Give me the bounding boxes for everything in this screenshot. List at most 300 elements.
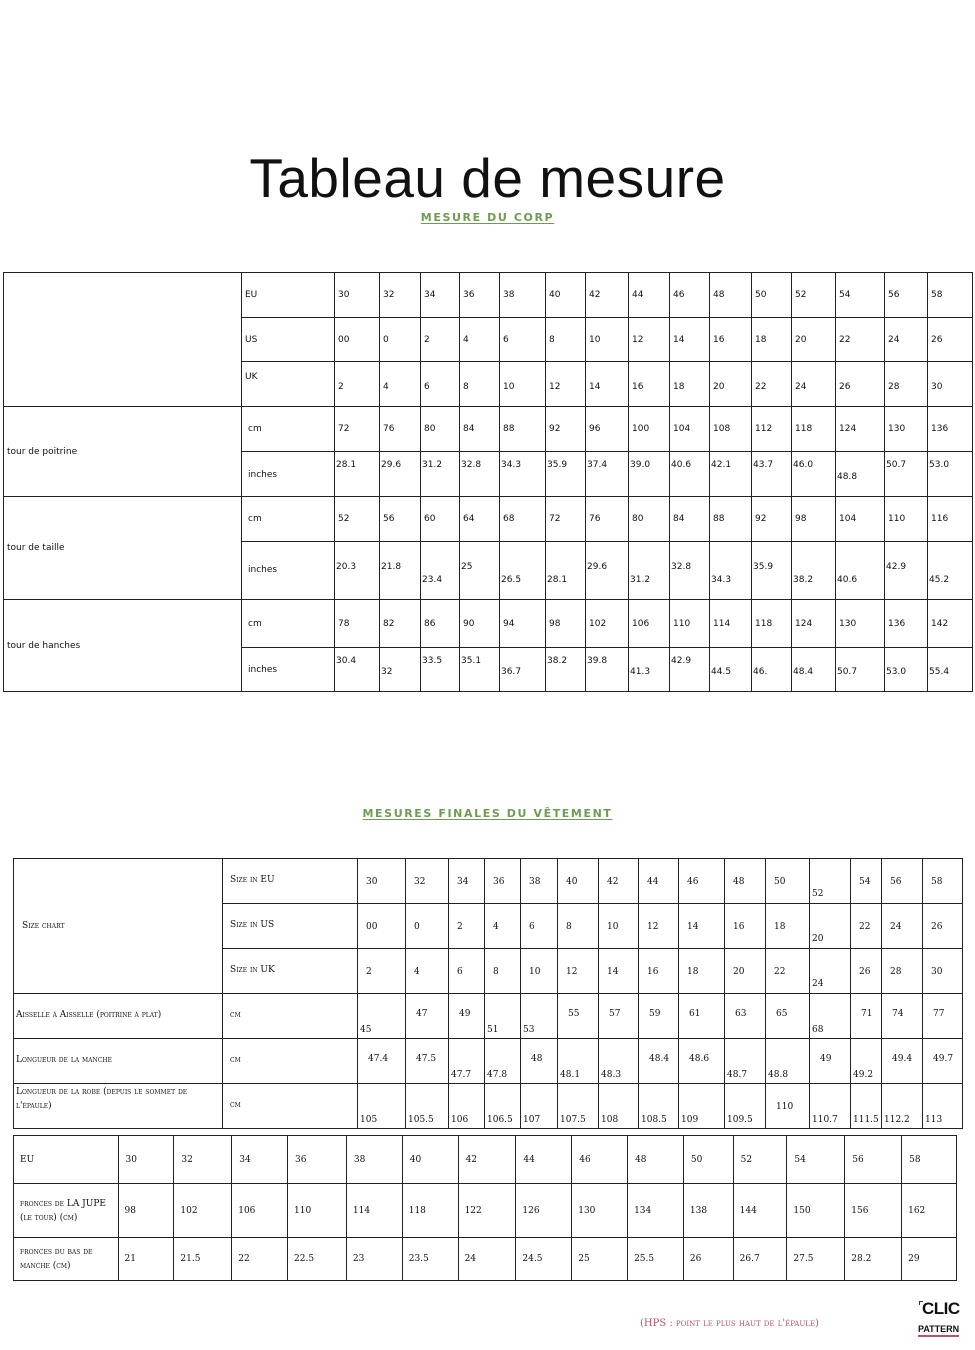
measure-value-cell: 110 [885,497,928,542]
measure-value-cell: 50.7 [885,452,928,497]
gathers-header-cell: 38 [346,1136,402,1184]
garment-value-cell: 48.4 [639,1039,679,1084]
garment-value-cell: 48.1 [558,1039,599,1084]
garment-size-cell: 38 [521,859,558,904]
measure-value-cell: 32.8 [670,542,710,600]
measure-value-cell: 26.5 [500,542,546,600]
size-uk-cell: 28 [885,362,928,407]
size-uk-cell: 16 [629,362,670,407]
gathers-value-cell: 25.5 [628,1238,684,1281]
size-eu-cell: 44 [629,273,670,318]
garment-measurement-table [13,858,963,1129]
garment-value-cell: 71 [851,994,882,1039]
garment-size-cell: 22 [766,949,810,994]
size-eu-cell: 40 [546,273,586,318]
garment-value-cell: 74 [882,994,923,1039]
garment-unit-label: cm [223,1039,358,1084]
unit-label-inches: inches [242,648,335,692]
measure-value-cell: 84 [460,407,500,452]
garment-value-cell: 51 [485,994,521,1039]
size-eu-cell: 48 [710,273,752,318]
garment-measure-row [14,1084,963,1129]
garment-size-cell: 14 [599,949,639,994]
garment-value-cell: 111.5 [851,1084,882,1129]
size-row-eu [4,273,973,318]
garment-value-cell: 49 [810,1039,851,1084]
garment-size-cell: 24 [810,949,851,994]
gathers-value-cell: 118 [402,1184,458,1238]
size-us-cell: 0 [380,318,421,362]
measure-value-cell: 34.3 [500,452,546,497]
unit-label-cm: cm [242,497,335,542]
gathers-value-cell: 22.5 [288,1238,347,1281]
garment-value-cell: 112.2 [882,1084,923,1129]
measure-value-cell: 100 [629,407,670,452]
garment-value-cell: 105.5 [406,1084,449,1129]
garment-size-cell: 14 [679,904,725,949]
gathers-row-label: fronces de LA JUPE (le tour) (cm) [14,1184,119,1238]
garment-size-cell: 16 [639,949,679,994]
garment-section-heading: MESURES FINALES DU VÊTEMENT [362,807,613,820]
garment-value-cell: 59 [639,994,679,1039]
measure-value-cell: 124 [792,600,836,648]
garment-value-cell: 47.7 [449,1039,485,1084]
gathers-value-cell: 24.5 [516,1238,572,1281]
clic-pattern-logo [918,1300,966,1334]
garment-measure-name: Aisselle à Aisselle (poitrine à plat) [14,994,223,1039]
measure-value-cell: 104 [836,497,885,542]
size-us-cell: 24 [885,318,928,362]
size-us-cell: 26 [928,318,973,362]
measure-value-cell: 92 [546,407,586,452]
size-us-cell: 8 [546,318,586,362]
measure-value-cell: 55.4 [928,648,973,692]
page-title: Tableau de mesure [249,147,726,209]
gathers-table [13,1135,957,1281]
garment-size-row-eu [14,859,963,904]
logo-mark-icon [919,1301,923,1305]
size-uk-cell: 6 [421,362,460,407]
measure-value-cell: 136 [885,600,928,648]
size-us-cell: 10 [586,318,629,362]
gathers-value-cell: 21 [118,1238,174,1281]
unit-label-cm: cm [242,600,335,648]
measure-value-cell: 98 [792,497,836,542]
measure-value-cell: 33.5 [421,648,460,692]
garment-value-cell: 77 [923,994,963,1039]
measure-value-cell: 32 [380,648,421,692]
measure-value-cell: 80 [421,407,460,452]
size-uk-cell: 14 [586,362,629,407]
size-us-cell: 18 [752,318,792,362]
measure-value-cell: 136 [928,407,973,452]
garment-value-cell: 108.5 [639,1084,679,1129]
size-uk-cell: 8 [460,362,500,407]
measure-value-cell: 68 [500,497,546,542]
size-eu-cell: 38 [500,273,546,318]
measure-value-cell: 86 [421,600,460,648]
size-eu-cell: 42 [586,273,629,318]
measure-value-cell: 90 [460,600,500,648]
garment-size-cell: 16 [725,904,766,949]
gathers-value-cell: 114 [346,1184,402,1238]
gathers-value-cell: 23.5 [402,1238,458,1281]
garment-size-cell: 30 [358,859,406,904]
garment-value-cell: 48.3 [599,1039,639,1084]
size-eu-cell: 54 [836,273,885,318]
measure-name: tour de poitrine [4,407,242,497]
size-uk-cell: 30 [928,362,973,407]
garment-value-cell: 49.2 [851,1039,882,1084]
gathers-value-cell: 144 [733,1184,787,1238]
size-eu-cell: 30 [335,273,380,318]
gathers-header-row [14,1136,957,1184]
measure-value-cell: 28.1 [335,452,380,497]
garment-size-cell: 26 [851,949,882,994]
size-eu-cell: 52 [792,273,836,318]
measure-value-cell: 42.1 [710,452,752,497]
garment-size-cell: 46 [679,859,725,904]
gathers-value-cell: 25 [572,1238,628,1281]
garment-size-cell: 22 [851,904,882,949]
measure-value-cell: 45.2 [928,542,973,600]
gathers-header-cell: 44 [516,1136,572,1184]
measure-value-cell: 29.6 [586,542,629,600]
measure-value-cell: 116 [928,497,973,542]
measure-value-cell: 39.8 [586,648,629,692]
size-chart-label: Size chart [14,859,223,994]
unit-label-inches: inches [242,542,335,600]
measure-value-cell: 118 [752,600,792,648]
garment-size-cell: 30 [923,949,963,994]
measure-value-cell: 60 [421,497,460,542]
garment-size-cell: 58 [923,859,963,904]
gathers-value-cell: 21.5 [174,1238,232,1281]
garment-value-cell: 47.8 [485,1039,521,1084]
gathers-value-cell: 122 [458,1184,516,1238]
measure-value-cell: 88 [710,497,752,542]
gathers-value-cell: 24 [458,1238,516,1281]
measure-value-cell: 114 [710,600,752,648]
gathers-value-cell: 126 [516,1184,572,1238]
measure-value-cell: 43.7 [752,452,792,497]
garment-value-cell: 109.5 [725,1084,766,1129]
garment-value-cell: 63 [725,994,766,1039]
measure-value-cell: 50.7 [836,648,885,692]
gathers-value-cell: 150 [787,1184,845,1238]
garment-size-cell: 36 [485,859,521,904]
size-eu-cell: 46 [670,273,710,318]
garment-value-cell: 48.8 [766,1039,810,1084]
garment-size-cell: 10 [599,904,639,949]
garment-size-cell: 26 [923,904,963,949]
garment-value-cell: 108 [599,1084,639,1129]
gathers-value-cell: 156 [845,1184,902,1238]
logo-line2: PATTERN [918,1324,959,1337]
measure-value-cell: 84 [670,497,710,542]
garment-value-cell: 48 [521,1039,558,1084]
garment-value-cell: 45 [358,994,406,1039]
gathers-value-cell: 28.2 [845,1238,902,1281]
garment-value-cell: 49.7 [923,1039,963,1084]
garment-measure-name: Longueur de la manche [14,1039,223,1084]
size-eu-cell: 36 [460,273,500,318]
size-uk-cell: 24 [792,362,836,407]
garment-size-label-eu: Size in EU [223,859,358,904]
size-us-cell: 6 [500,318,546,362]
measure-value-cell: 34.3 [710,542,752,600]
measure-value-cell: 21.8 [380,542,421,600]
size-us-cell: 20 [792,318,836,362]
measure-value-cell: 42.9 [885,542,928,600]
measure-value-cell: 46.0 [792,452,836,497]
measure-value-cell: 78 [335,600,380,648]
garment-size-cell: 34 [449,859,485,904]
size-eu-cell: 32 [380,273,421,318]
garment-value-cell: 47 [406,994,449,1039]
garment-size-cell: 00 [358,904,406,949]
gathers-value-cell: 130 [572,1184,628,1238]
gathers-value-cell: 98 [118,1184,174,1238]
gathers-row-label: fronces du bas de manche (cm) [14,1238,119,1281]
measure-value-cell: 108 [710,407,752,452]
garment-size-cell: 42 [599,859,639,904]
measure-value-cell: 38.2 [792,542,836,600]
measure-value-cell: 41.3 [629,648,670,692]
garment-size-cell: 8 [558,904,599,949]
measure-value-cell: 35.9 [752,542,792,600]
garment-value-cell: 48.6 [679,1039,725,1084]
size-eu-cell: 58 [928,273,973,318]
gathers-header-label: EU [14,1136,119,1184]
size-eu-cell: 56 [885,273,928,318]
measure-value-cell: 42.9 [670,648,710,692]
measure-value-cell: 104 [670,407,710,452]
garment-value-cell: 106.5 [485,1084,521,1129]
measure-value-cell: 53.0 [928,452,973,497]
garment-value-cell: 68 [810,994,851,1039]
footnote: (HPS : point le plus haut de l'épaule) [640,1318,819,1329]
measure-value-cell: 32.8 [460,452,500,497]
measure-row-2-cm [4,600,973,648]
size-label-us: US [242,318,335,362]
garment-size-cell: 18 [766,904,810,949]
garment-size-cell: 18 [679,949,725,994]
size-us-cell: 14 [670,318,710,362]
garment-value-cell: 107.5 [558,1084,599,1129]
measure-value-cell: 94 [500,600,546,648]
measure-value-cell: 88 [500,407,546,452]
gathers-value-cell: 22 [232,1238,288,1281]
garment-size-cell: 54 [851,859,882,904]
measure-value-cell: 96 [586,407,629,452]
measure-value-cell: 52 [335,497,380,542]
measure-value-cell: 48.4 [792,648,836,692]
garment-size-label-us: Size in US [223,904,358,949]
body-measurement-table [3,272,973,692]
measure-value-cell: 72 [335,407,380,452]
measure-value-cell: 31.2 [629,542,670,600]
measure-value-cell: 46. [752,648,792,692]
garment-size-cell: 6 [521,904,558,949]
logo-line1: CLIC [922,1299,960,1318]
garment-size-cell: 4 [485,904,521,949]
body-section-heading: MESURE DU CORP [420,211,555,224]
gathers-value-cell: 102 [174,1184,232,1238]
size-us-cell: 4 [460,318,500,362]
size-uk-cell: 12 [546,362,586,407]
measure-value-cell: 39.0 [629,452,670,497]
garment-value-cell: 106 [449,1084,485,1129]
measure-value-cell: 64 [460,497,500,542]
measure-value-cell: 130 [885,407,928,452]
garment-value-cell: 47.4 [358,1039,406,1084]
gathers-row [14,1184,957,1238]
size-uk-cell: 18 [670,362,710,407]
measure-value-cell: 35.1 [460,648,500,692]
measure-name: tour de hanches [4,600,242,692]
garment-size-cell: 20 [725,949,766,994]
size-uk-cell: 20 [710,362,752,407]
measure-value-cell: 98 [546,600,586,648]
garment-size-cell: 56 [882,859,923,904]
size-us-cell: 22 [836,318,885,362]
garment-value-cell: 107 [521,1084,558,1129]
garment-size-cell: 0 [406,904,449,949]
size-us-cell: 12 [629,318,670,362]
measure-value-cell: 25 [460,542,500,600]
size-label-uk: UK [242,362,335,407]
gathers-value-cell: 106 [232,1184,288,1238]
measure-value-cell: 30.4 [335,648,380,692]
garment-value-cell: 110 [766,1084,810,1129]
garment-size-cell: 10 [521,949,558,994]
measure-value-cell: 80 [629,497,670,542]
garment-size-cell: 8 [485,949,521,994]
garment-size-cell: 40 [558,859,599,904]
garment-size-cell: 12 [639,904,679,949]
garment-unit-label: cm [223,994,358,1039]
garment-size-cell: 20 [810,904,851,949]
gathers-value-cell: 29 [902,1238,957,1281]
gathers-header-cell: 46 [572,1136,628,1184]
garment-size-cell: 44 [639,859,679,904]
gathers-header-cell: 56 [845,1136,902,1184]
size-eu-cell: 50 [752,273,792,318]
gathers-value-cell: 134 [628,1184,684,1238]
gathers-header-cell: 52 [733,1136,787,1184]
measure-value-cell: 40.6 [836,542,885,600]
gathers-header-cell: 48 [628,1136,684,1184]
garment-value-cell: 105 [358,1084,406,1129]
measure-row-1-cm [4,497,973,542]
measure-value-cell: 82 [380,600,421,648]
measure-value-cell: 35.9 [546,452,586,497]
size-us-cell: 16 [710,318,752,362]
measure-value-cell: 110 [670,600,710,648]
measure-value-cell: 92 [752,497,792,542]
garment-value-cell: 110.7 [810,1084,851,1129]
size-uk-cell: 26 [836,362,885,407]
garment-value-cell: 53 [521,994,558,1039]
garment-unit-label: cm [223,1084,358,1129]
measure-value-cell: 142 [928,600,973,648]
measure-value-cell: 112 [752,407,792,452]
garment-size-cell: 24 [882,904,923,949]
garment-size-cell: 2 [358,949,406,994]
gathers-value-cell: 138 [683,1184,733,1238]
gathers-header-cell: 54 [787,1136,845,1184]
gathers-value-cell: 27.5 [787,1238,845,1281]
gathers-row [14,1238,957,1281]
header-blank-cell [4,273,242,407]
unit-label-cm: cm [242,407,335,452]
measure-value-cell: 106 [629,600,670,648]
garment-size-cell: 12 [558,949,599,994]
measure-value-cell: 130 [836,600,885,648]
measure-value-cell: 44.5 [710,648,752,692]
size-us-cell: 2 [421,318,460,362]
unit-label-inches: inches [242,452,335,497]
garment-value-cell: 61 [679,994,725,1039]
size-uk-cell: 10 [500,362,546,407]
garment-value-cell: 49.4 [882,1039,923,1084]
gathers-value-cell: 110 [288,1184,347,1238]
size-us-cell: 00 [335,318,380,362]
garment-measure-row [14,994,963,1039]
measure-value-cell: 124 [836,407,885,452]
measure-value-cell: 118 [792,407,836,452]
measure-value-cell: 102 [586,600,629,648]
measure-value-cell: 28.1 [546,542,586,600]
gathers-value-cell: 26 [683,1238,733,1281]
gathers-value-cell: 26.7 [733,1238,787,1281]
garment-value-cell: 65 [766,994,810,1039]
measure-value-cell: 48.8 [836,452,885,497]
garment-size-cell: 28 [882,949,923,994]
gathers-header-cell: 34 [232,1136,288,1184]
size-uk-cell: 2 [335,362,380,407]
garment-size-cell: 48 [725,859,766,904]
gathers-header-cell: 58 [902,1136,957,1184]
gathers-header-cell: 50 [683,1136,733,1184]
gathers-value-cell: 23 [346,1238,402,1281]
measure-value-cell: 29.6 [380,452,421,497]
garment-measure-name: Longueur de la robe (depuis le sommet de l'épaule) [14,1084,223,1129]
garment-value-cell: 57 [599,994,639,1039]
measure-value-cell: 23.4 [421,542,460,600]
garment-size-cell: 4 [406,949,449,994]
garment-size-label-uk: Size in UK [223,949,358,994]
measure-value-cell: 56 [380,497,421,542]
garment-value-cell: 48.7 [725,1039,766,1084]
garment-value-cell: 55 [558,994,599,1039]
measure-value-cell: 20.3 [335,542,380,600]
garment-size-cell: 52 [810,859,851,904]
measure-value-cell: 53.0 [885,648,928,692]
measure-value-cell: 76 [586,497,629,542]
garment-value-cell: 47.5 [406,1039,449,1084]
measure-value-cell: 72 [546,497,586,542]
size-label-eu: EU [242,273,335,318]
gathers-header-cell: 36 [288,1136,347,1184]
garment-size-cell: 32 [406,859,449,904]
size-uk-cell: 22 [752,362,792,407]
size-uk-cell: 4 [380,362,421,407]
garment-value-cell: 109 [679,1084,725,1129]
measure-name: tour de taille [4,497,242,600]
measure-value-cell: 36.7 [500,648,546,692]
